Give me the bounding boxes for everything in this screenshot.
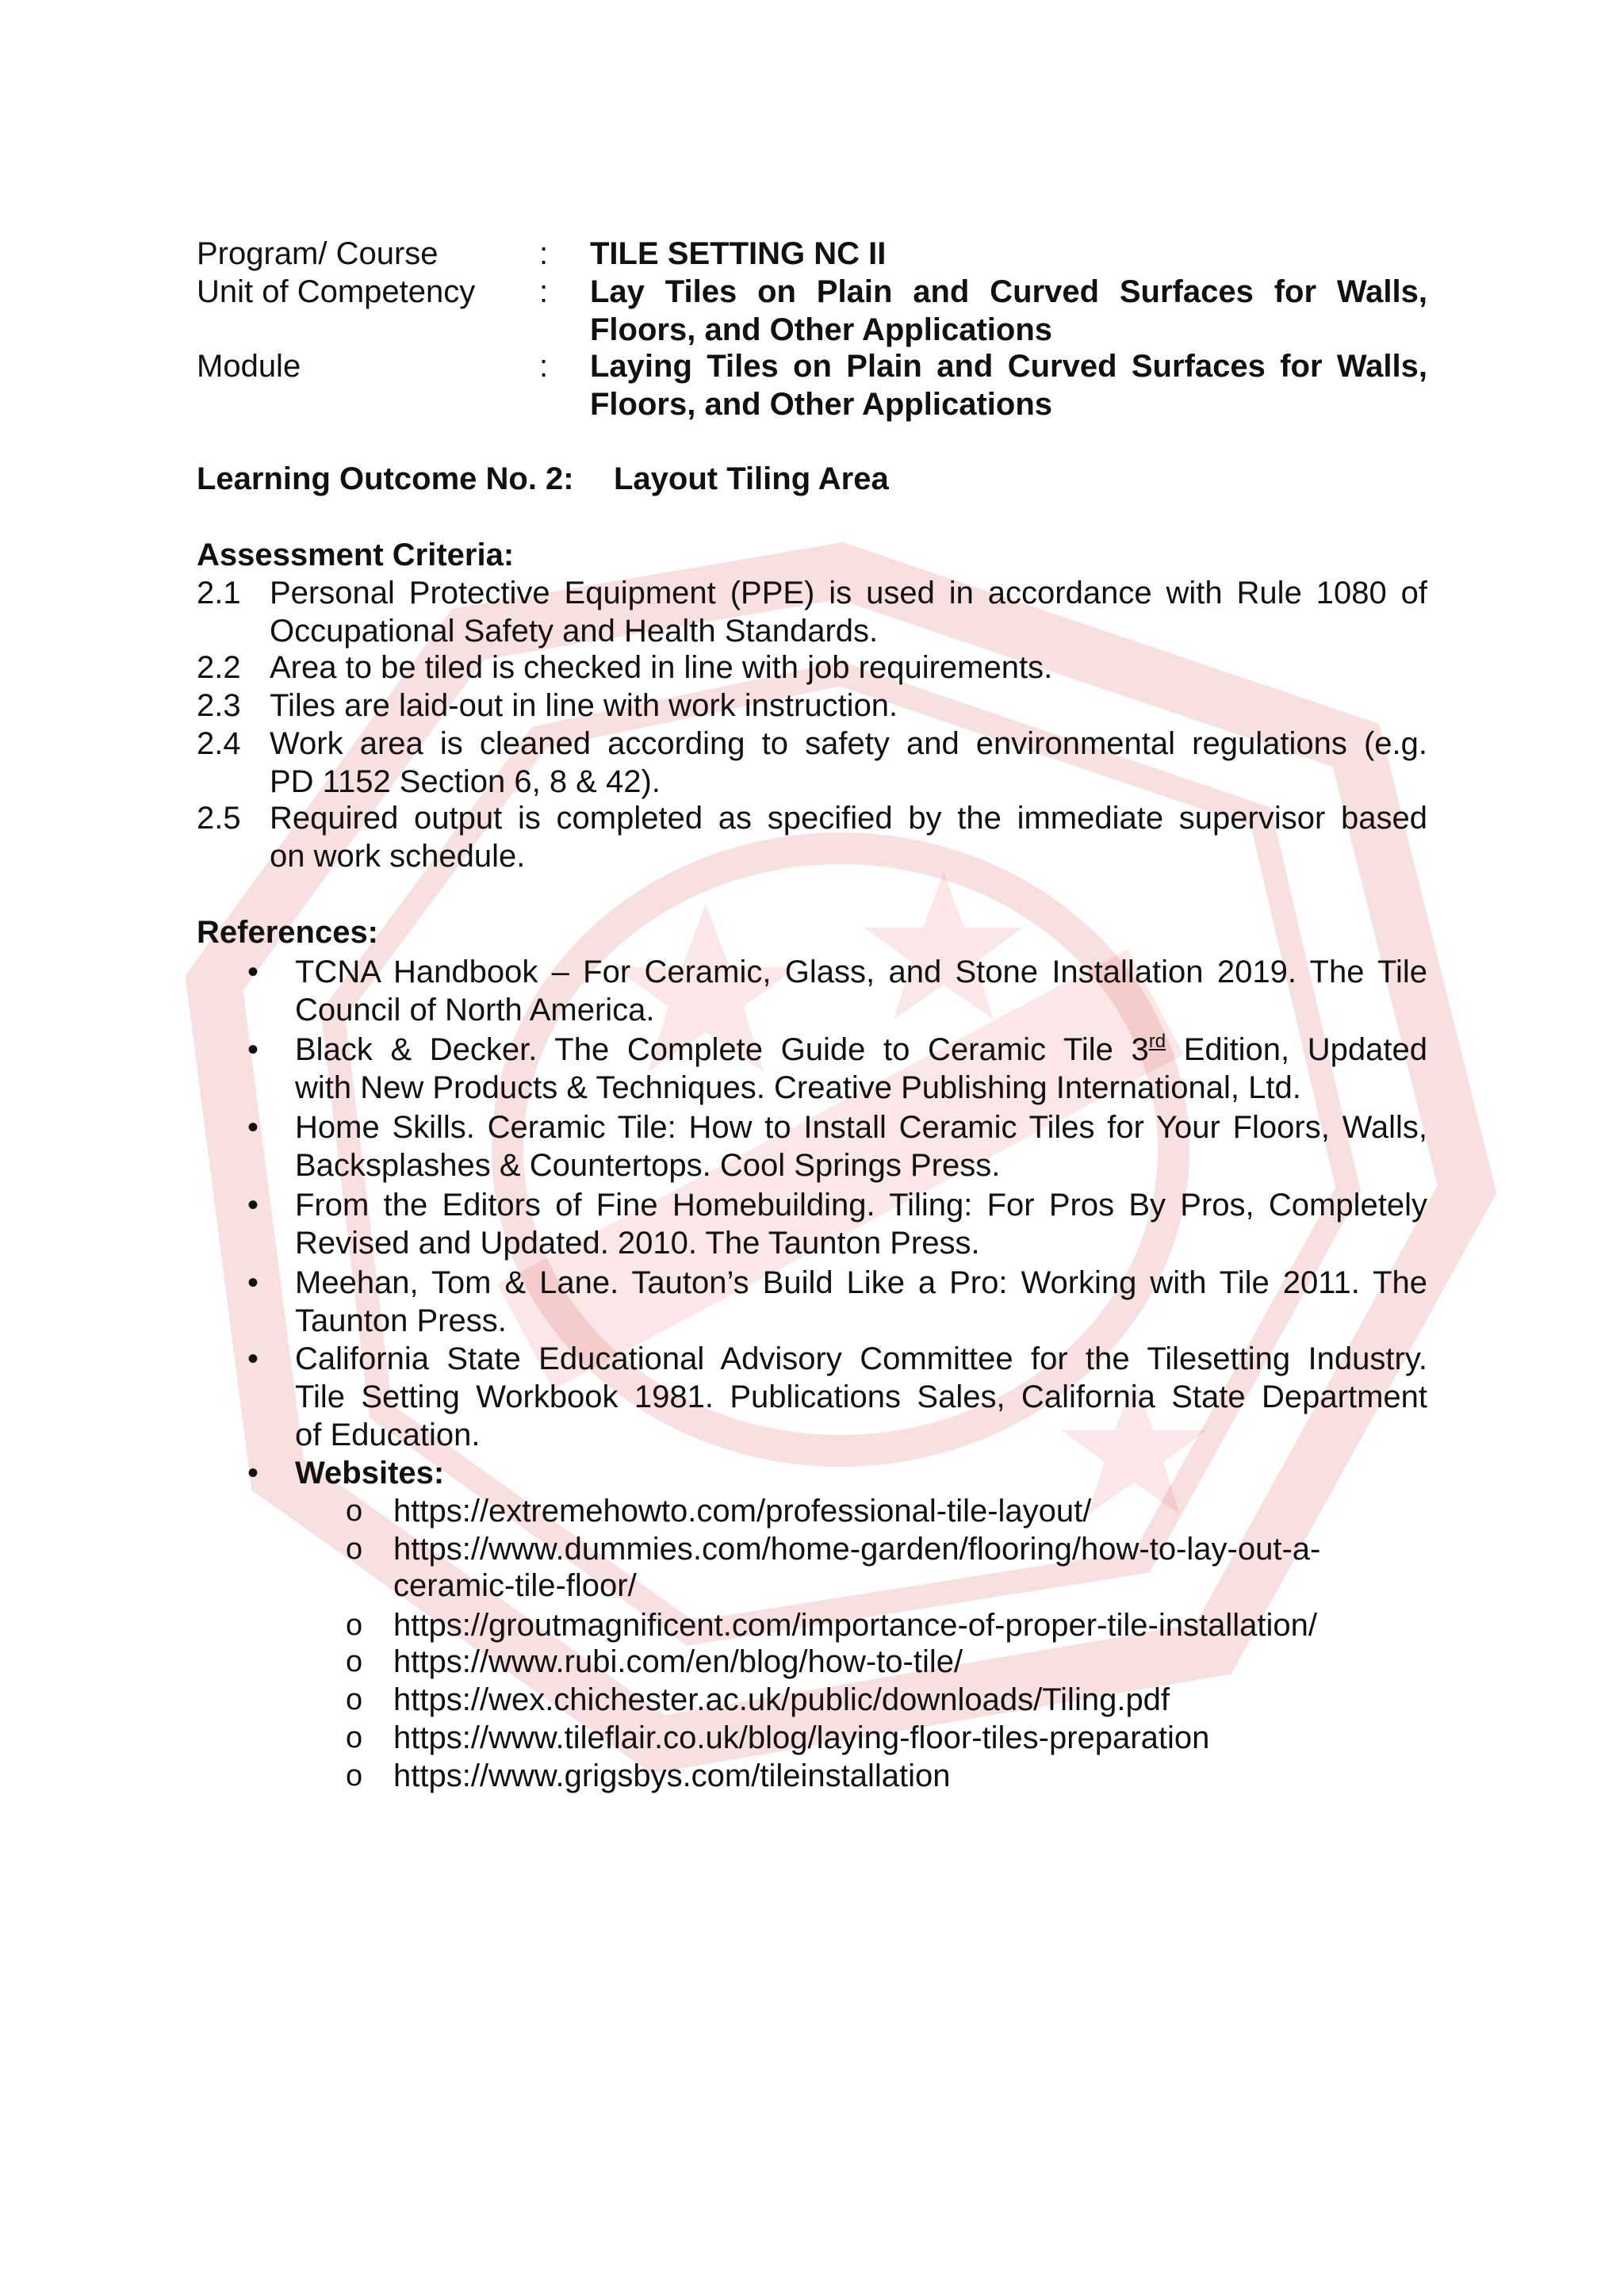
- criterion-text: PD 1152 Section 6, 8 & 42).: [270, 764, 661, 799]
- criterion-text: Area to be tiled is checked in line with job requirements.: [270, 650, 1053, 685]
- circle-bullet: o: [346, 1494, 363, 1528]
- assessment-heading: Assessment Criteria:: [197, 538, 515, 572]
- circle-bullet: o: [346, 1533, 363, 1566]
- reference-text: Taunton Press.: [295, 1303, 507, 1338]
- bullet: •: [247, 1341, 259, 1376]
- reference-text: Home Skills. Ceramic Tile: How to Install Ceramic Tiles for Your Floors, Walls,: [295, 1110, 1427, 1145]
- website-link[interactable]: https://www.tileflair.co.uk/blog/laying-floor-tiles-preparation: [393, 1720, 1210, 1755]
- reference-text: with New Products & Techniques. Creative Publishing International, Ltd.: [295, 1070, 1301, 1105]
- circle-bullet: o: [346, 1645, 363, 1678]
- reference-text-part: Black & Decker. The Complete Guide to Ceramic Tile 3: [295, 1032, 1149, 1067]
- reference-text: Revised and Updated. 2010. The Taunton Press.: [295, 1226, 980, 1261]
- colon: :: [539, 274, 549, 309]
- criterion-number: 2.5: [197, 801, 241, 836]
- website-link[interactable]: https://www.dummies.com/home-garden/flooring/how-to-lay-out-a-: [393, 1532, 1321, 1567]
- bullet: •: [247, 1188, 259, 1223]
- unit-value-line2: Floors, and Other Applications: [590, 312, 1053, 347]
- unit-label: Unit of Competency: [197, 274, 476, 309]
- criterion-text: Personal Protective Equipment (PPE) is used in accordance with Rule 1080 of: [270, 576, 1427, 610]
- website-link[interactable]: https://www.grigsbys.com/tileinstallation: [393, 1758, 951, 1793]
- website-link[interactable]: https://www.rubi.com/en/blog/how-to-tile/: [393, 1644, 963, 1679]
- criterion-text: Occupational Safety and Health Standards.: [270, 614, 879, 649]
- reference-text: of Education.: [295, 1418, 481, 1452]
- reference-text: Meehan, Tom & Lane. Tauton’s Build Like a Pro: Working with Tile 2011. The: [295, 1265, 1427, 1300]
- criterion-number: 2.4: [197, 726, 241, 761]
- program-label: Program/ Course: [197, 236, 439, 271]
- bullet: •: [247, 1265, 259, 1300]
- criterion-number: 2.1: [197, 576, 241, 610]
- module-value-line1: Laying Tiles on Plain and Curved Surfaces for Walls,: [590, 349, 1427, 384]
- reference-text: California State Educational Advisory Committee for the Tilesetting Industry.: [295, 1341, 1427, 1376]
- references-heading: References:: [197, 915, 379, 950]
- websites-label: Websites:: [295, 1456, 445, 1490]
- circle-bullet: o: [346, 1609, 363, 1642]
- website-link[interactable]: https://groutmagnificent.com/importance-of-proper-tile-installation/: [393, 1608, 1317, 1643]
- criterion-text: Work area is cleaned according to safety and environmental regulations (e.g.: [270, 726, 1427, 761]
- criterion-text: Tiles are laid-out in line with work instruction.: [270, 688, 898, 723]
- website-link[interactable]: ceramic-tile-floor/: [393, 1568, 637, 1603]
- colon: :: [539, 236, 549, 271]
- bullet: •: [247, 1110, 259, 1145]
- reference-text: Tile Setting Workbook 1981. Publications Sales, California State Department: [295, 1380, 1427, 1414]
- ordinal-superscript: rd: [1148, 1031, 1166, 1052]
- colon: :: [539, 349, 549, 384]
- reference-text-part: Edition, Updated: [1166, 1032, 1428, 1067]
- bullet: •: [247, 955, 259, 989]
- circle-bullet: o: [346, 1683, 363, 1716]
- learning-outcome-label: Learning Outcome No. 2:: [197, 461, 574, 496]
- circle-bullet: o: [346, 1721, 363, 1755]
- reference-text: [295, 1031, 1427, 1069]
- unit-value-line1: Lay Tiles on Plain and Curved Surfaces for Walls,: [590, 274, 1427, 309]
- program-value: TILE SETTING NC II: [590, 236, 887, 271]
- criterion-number: 2.2: [197, 650, 241, 685]
- bullet: •: [247, 1456, 259, 1490]
- website-link[interactable]: https://extremehowto.com/professional-tile-layout/: [393, 1494, 1092, 1529]
- criterion-number: 2.3: [197, 688, 241, 723]
- reference-text: Council of North America.: [295, 993, 655, 1027]
- criterion-text: on work schedule.: [270, 839, 526, 874]
- module-value-line2: Floors, and Other Applications: [590, 387, 1053, 422]
- module-label: Module: [197, 349, 301, 384]
- learning-outcome-title: Layout Tiling Area: [614, 461, 889, 496]
- reference-text: Backsplashes & Countertops. Cool Springs Press.: [295, 1148, 1001, 1183]
- bullet: •: [247, 1032, 259, 1067]
- criterion-text: Required output is completed as specified by the immediate supervisor based: [270, 801, 1427, 836]
- reference-text: From the Editors of Fine Homebuilding. Tiling: For Pros By Pros, Completely: [295, 1188, 1427, 1223]
- website-link[interactable]: https://wex.chichester.ac.uk/public/downloads/Tiling.pdf: [393, 1682, 1170, 1717]
- circle-bullet: o: [346, 1759, 363, 1793]
- reference-text: TCNA Handbook – For Ceramic, Glass, and Stone Installation 2019. The Tile: [295, 955, 1427, 989]
